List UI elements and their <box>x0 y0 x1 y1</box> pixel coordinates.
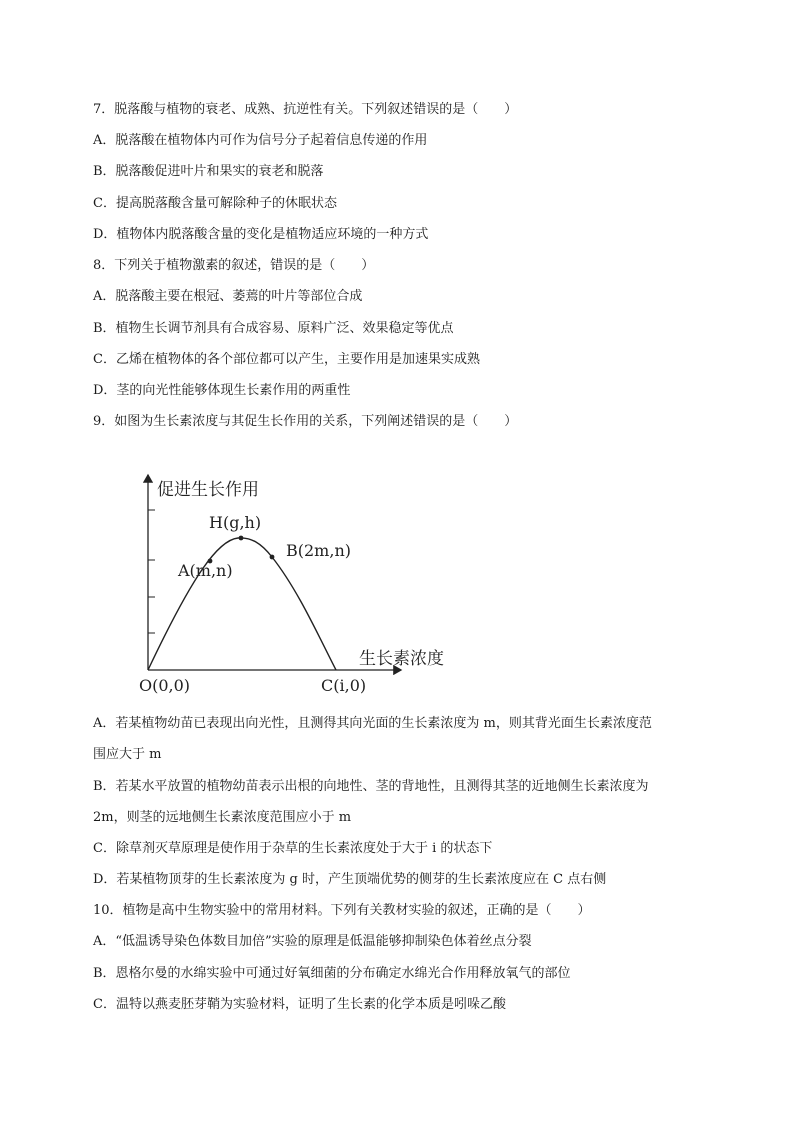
q10-option-c: C．温特以燕麦胚芽鞘为实验材料，证明了生长素的化学本质是吲哚乙酸 <box>93 997 506 1012</box>
q8-option-c: C．乙烯在植物体的各个部位都可以产生，主要作用是加速果实成熟 <box>93 352 480 367</box>
growth-curve-figure <box>133 465 478 695</box>
q8-option-d: D．茎的向光性能够体现生长素作用的两重性 <box>93 383 351 398</box>
q8-option-b: B．植物生长调节剂具有合成容易、原料广泛、效果稳定等优点 <box>93 321 454 336</box>
q9-option-a-line2: 围应大于 m <box>93 747 162 762</box>
q9-option-b-line1: B．若某水平放置的植物幼苗表示出根的向地性、茎的背地性，且测得其茎的近地侧生长素浓度为 <box>93 779 649 794</box>
point-b-dot <box>270 555 275 560</box>
q10-option-a: A．“低温诱导染色体数目加倍”实验的原理是低温能够抑制染色体着丝点分裂 <box>93 934 532 949</box>
q8-stem: 8．下列关于植物激素的叙述，错误的是（ ） <box>93 258 375 273</box>
q9-option-d: D．若某植物顶芽的生长素浓度为 g 时，产生顶端优势的侧芽的生长素浓度应在 C 点右侧 <box>93 872 607 887</box>
q9-stem: 9．如图为生长素浓度与其促生长作用的关系，下列阐述错误的是（ ） <box>93 414 518 429</box>
q10-option-b: B．恩格尔曼的水绵实验中可通过好氧细菌的分布确定水绵光合作用释放氧气的部位 <box>93 966 571 981</box>
point-h-dot <box>239 536 244 541</box>
q7-stem: 7．脱落酸与植物的衰老、成熟、抗逆性有关。下列叙述错误的是（ ） <box>93 102 518 117</box>
q9-option-b-line2: 2m，则茎的远地侧生长素浓度范围应小于 m <box>93 810 352 825</box>
q9-option-c: C．除草剂灭草原理是使作用于杂草的生长素浓度处于大于 i 的状态下 <box>93 841 493 856</box>
growth-curve-svg <box>133 465 478 695</box>
y-axis-label: 促进生长作用 <box>157 480 259 500</box>
point-b-label: B(2m,n) <box>286 541 351 560</box>
origin-label: O(0,0) <box>139 676 191 695</box>
point-a-label: A(m,n) <box>178 561 233 580</box>
q7-option-a: A．脱落酸在植物体内可作为信号分子起着信息传递的作用 <box>93 133 428 148</box>
point-h-label: H(g,h) <box>209 513 262 532</box>
q9-option-a-line1: A．若某植物幼苗已表现出向光性，且测得其向光面的生长素浓度为 m，则其背光面生长素浓度范 <box>93 716 652 731</box>
q7-option-b: B．脱落酸促进叶片和果实的衰老和脱落 <box>93 164 324 179</box>
q10-stem: 10．植物是高中生物实验中的常用材料。下列有关教材实验的叙述，正确的是（ ） <box>93 903 591 918</box>
x-axis-label: 生长素浓度 <box>359 649 444 669</box>
point-c-label: C(i,0) <box>321 676 367 695</box>
q8-option-a: A．脱落酸主要在根冠、萎蔫的叶片等部位合成 <box>93 289 363 304</box>
q7-option-c: C．提高脱落酸含量可解除种子的休眠状态 <box>93 196 337 211</box>
q7-option-d: D．植物体内脱落酸含量的变化是植物适应环境的一种方式 <box>93 227 429 242</box>
